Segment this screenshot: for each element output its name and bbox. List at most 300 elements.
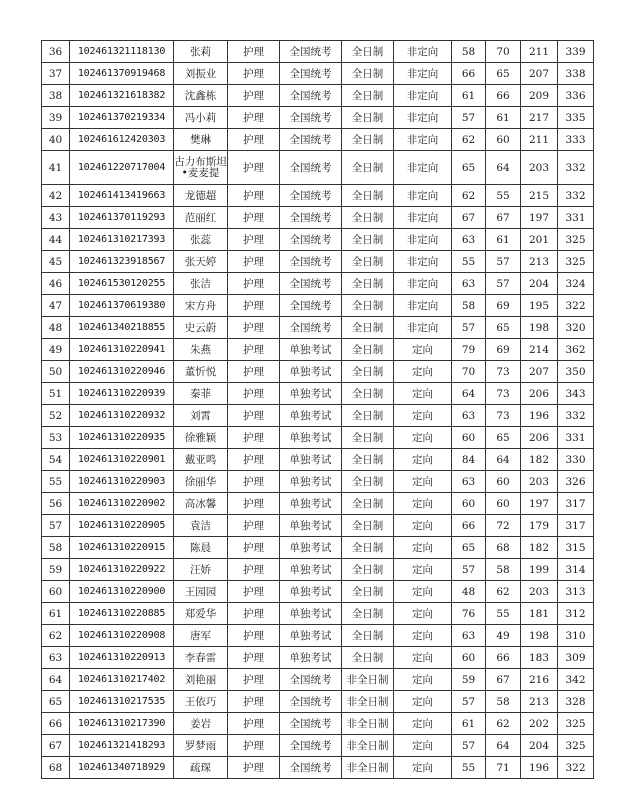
major-cell: 护理 bbox=[228, 41, 280, 63]
exam-type-cell: 全国统考 bbox=[280, 207, 342, 229]
direction-cell: 非定向 bbox=[394, 129, 452, 151]
rank-cell: 65 bbox=[42, 691, 70, 713]
study-mode-cell: 全日制 bbox=[342, 41, 394, 63]
exam-type-cell: 全国统考 bbox=[280, 317, 342, 339]
rank-cell: 60 bbox=[42, 581, 70, 603]
exam-type-cell: 全国统考 bbox=[280, 691, 342, 713]
total-score-cell: 342 bbox=[558, 669, 594, 691]
exam-id-cell: 102461321418293 bbox=[70, 735, 174, 757]
table-row bbox=[42, 251, 594, 273]
direction-cell: 定向 bbox=[394, 471, 452, 493]
rank-cell: 61 bbox=[42, 603, 70, 625]
table-row bbox=[42, 427, 594, 449]
name-cell: 樊琳 bbox=[174, 129, 228, 151]
study-mode-cell: 全日制 bbox=[342, 207, 394, 229]
major-cell: 护理 bbox=[228, 471, 280, 493]
english-score-cell: 55 bbox=[486, 185, 521, 207]
exam-id-cell: 102461612420303 bbox=[70, 129, 174, 151]
direction-cell: 非定向 bbox=[394, 273, 452, 295]
total-score-cell: 322 bbox=[558, 757, 594, 779]
direction-cell: 非定向 bbox=[394, 229, 452, 251]
major-score-cell: 201 bbox=[521, 229, 558, 251]
table-row bbox=[42, 669, 594, 691]
major-cell: 护理 bbox=[228, 295, 280, 317]
direction-cell: 定向 bbox=[394, 757, 452, 779]
rank-cell: 64 bbox=[42, 669, 70, 691]
major-cell: 护理 bbox=[228, 735, 280, 757]
rank-cell: 55 bbox=[42, 471, 70, 493]
rank-cell: 53 bbox=[42, 427, 70, 449]
name-cell: 李春雷 bbox=[174, 647, 228, 669]
major-cell: 护理 bbox=[228, 85, 280, 107]
major-cell: 护理 bbox=[228, 129, 280, 151]
name-cell: 徐丽华 bbox=[174, 471, 228, 493]
rank-cell: 45 bbox=[42, 251, 70, 273]
study-mode-cell: 全日制 bbox=[342, 229, 394, 251]
name-cell: 董忻悦 bbox=[174, 361, 228, 383]
exam-id-cell: 102461310220885 bbox=[70, 603, 174, 625]
exam-type-cell: 单独考试 bbox=[280, 383, 342, 405]
total-score-cell: 331 bbox=[558, 427, 594, 449]
direction-cell: 定向 bbox=[394, 581, 452, 603]
politics-score-cell: 58 bbox=[452, 295, 486, 317]
direction-cell: 定向 bbox=[394, 515, 452, 537]
exam-type-cell: 单独考试 bbox=[280, 537, 342, 559]
rank-cell: 59 bbox=[42, 559, 70, 581]
table-row bbox=[42, 581, 594, 603]
exam-id-cell: 102461310220941 bbox=[70, 339, 174, 361]
exam-id-cell: 102461310220901 bbox=[70, 449, 174, 471]
direction-cell: 非定向 bbox=[394, 107, 452, 129]
major-score-cell: 211 bbox=[521, 41, 558, 63]
english-score-cell: 64 bbox=[486, 449, 521, 471]
table-row bbox=[42, 185, 594, 207]
english-score-cell: 69 bbox=[486, 339, 521, 361]
english-score-cell: 70 bbox=[486, 41, 521, 63]
major-cell: 护理 bbox=[228, 339, 280, 361]
politics-score-cell: 63 bbox=[452, 625, 486, 647]
politics-score-cell: 55 bbox=[452, 757, 486, 779]
direction-cell: 定向 bbox=[394, 625, 452, 647]
major-score-cell: 181 bbox=[521, 603, 558, 625]
name-cell: 张蕊 bbox=[174, 229, 228, 251]
politics-score-cell: 58 bbox=[452, 41, 486, 63]
name-cell: 范丽红 bbox=[174, 207, 228, 229]
exam-id-cell: 102461530120255 bbox=[70, 273, 174, 295]
exam-type-cell: 全国统考 bbox=[280, 229, 342, 251]
rank-cell: 43 bbox=[42, 207, 70, 229]
total-score-cell: 330 bbox=[558, 449, 594, 471]
politics-score-cell: 57 bbox=[452, 559, 486, 581]
total-score-cell: 310 bbox=[558, 625, 594, 647]
rank-cell: 44 bbox=[42, 229, 70, 251]
rank-cell: 57 bbox=[42, 515, 70, 537]
study-mode-cell: 全日制 bbox=[342, 405, 394, 427]
direction-cell: 非定向 bbox=[394, 63, 452, 85]
study-mode-cell: 全日制 bbox=[342, 581, 394, 603]
direction-cell: 定向 bbox=[394, 735, 452, 757]
exam-type-cell: 全国统考 bbox=[280, 85, 342, 107]
exam-id-cell: 102461310220903 bbox=[70, 471, 174, 493]
table-row bbox=[42, 405, 594, 427]
rank-cell: 51 bbox=[42, 383, 70, 405]
english-score-cell: 49 bbox=[486, 625, 521, 647]
direction-cell: 定向 bbox=[394, 713, 452, 735]
exam-id-cell: 102461321618382 bbox=[70, 85, 174, 107]
rank-cell: 63 bbox=[42, 647, 70, 669]
direction-cell: 非定向 bbox=[394, 151, 452, 185]
name-cell: 沈鑫栋 bbox=[174, 85, 228, 107]
exam-id-cell: 102461370119293 bbox=[70, 207, 174, 229]
politics-score-cell: 60 bbox=[452, 427, 486, 449]
exam-id-cell: 102461310220932 bbox=[70, 405, 174, 427]
table-row bbox=[42, 493, 594, 515]
major-score-cell: 203 bbox=[521, 581, 558, 603]
table-row bbox=[42, 449, 594, 471]
english-score-cell: 57 bbox=[486, 273, 521, 295]
study-mode-cell: 全日制 bbox=[342, 339, 394, 361]
english-score-cell: 58 bbox=[486, 559, 521, 581]
politics-score-cell: 79 bbox=[452, 339, 486, 361]
direction-cell: 定向 bbox=[394, 383, 452, 405]
name-cell: 徐雅颖 bbox=[174, 427, 228, 449]
rank-cell: 56 bbox=[42, 493, 70, 515]
study-mode-cell: 全日制 bbox=[342, 383, 394, 405]
exam-id-cell: 102461310217402 bbox=[70, 669, 174, 691]
politics-score-cell: 66 bbox=[452, 63, 486, 85]
major-cell: 护理 bbox=[228, 537, 280, 559]
major-score-cell: 203 bbox=[521, 151, 558, 185]
direction-cell: 定向 bbox=[394, 427, 452, 449]
exam-type-cell: 单独考试 bbox=[280, 515, 342, 537]
study-mode-cell: 全日制 bbox=[342, 185, 394, 207]
exam-id-cell: 102461310220915 bbox=[70, 537, 174, 559]
name-cell: 郑爱华 bbox=[174, 603, 228, 625]
study-mode-cell: 全日制 bbox=[342, 427, 394, 449]
major-cell: 护理 bbox=[228, 229, 280, 251]
table-row bbox=[42, 471, 594, 493]
major-cell: 护理 bbox=[228, 361, 280, 383]
table-row bbox=[42, 41, 594, 63]
exam-type-cell: 全国统考 bbox=[280, 129, 342, 151]
major-cell: 护理 bbox=[228, 251, 280, 273]
major-score-cell: 213 bbox=[521, 691, 558, 713]
exam-id-cell: 102461310220913 bbox=[70, 647, 174, 669]
rank-cell: 66 bbox=[42, 713, 70, 735]
score-list-sheet bbox=[41, 40, 593, 779]
politics-score-cell: 57 bbox=[452, 317, 486, 339]
table-row bbox=[42, 515, 594, 537]
total-score-cell: 336 bbox=[558, 85, 594, 107]
english-score-cell: 73 bbox=[486, 405, 521, 427]
rank-cell: 39 bbox=[42, 107, 70, 129]
direction-cell: 定向 bbox=[394, 669, 452, 691]
politics-score-cell: 60 bbox=[452, 493, 486, 515]
score-table bbox=[41, 40, 594, 779]
study-mode-cell: 全日制 bbox=[342, 537, 394, 559]
rank-cell: 37 bbox=[42, 63, 70, 85]
major-score-cell: 216 bbox=[521, 669, 558, 691]
english-score-cell: 61 bbox=[486, 107, 521, 129]
politics-score-cell: 55 bbox=[452, 251, 486, 273]
exam-id-cell: 102461310217390 bbox=[70, 713, 174, 735]
name-cell: 袁洁 bbox=[174, 515, 228, 537]
major-score-cell: 179 bbox=[521, 515, 558, 537]
name-cell: 张洁 bbox=[174, 273, 228, 295]
table-row bbox=[42, 85, 594, 107]
politics-score-cell: 57 bbox=[452, 735, 486, 757]
exam-type-cell: 单独考试 bbox=[280, 581, 342, 603]
english-score-cell: 68 bbox=[486, 537, 521, 559]
study-mode-cell: 全日制 bbox=[342, 361, 394, 383]
major-score-cell: 195 bbox=[521, 295, 558, 317]
table-row bbox=[42, 735, 594, 757]
major-cell: 护理 bbox=[228, 405, 280, 427]
major-score-cell: 182 bbox=[521, 537, 558, 559]
english-score-cell: 65 bbox=[486, 63, 521, 85]
total-score-cell: 326 bbox=[558, 471, 594, 493]
name-cell: 唐军 bbox=[174, 625, 228, 647]
rank-cell: 41 bbox=[42, 151, 70, 185]
name-cell: 王园园 bbox=[174, 581, 228, 603]
major-cell: 护理 bbox=[228, 493, 280, 515]
english-score-cell: 73 bbox=[486, 383, 521, 405]
politics-score-cell: 64 bbox=[452, 383, 486, 405]
total-score-cell: 324 bbox=[558, 273, 594, 295]
major-cell: 护理 bbox=[228, 691, 280, 713]
politics-score-cell: 76 bbox=[452, 603, 486, 625]
exam-id-cell: 102461370919468 bbox=[70, 63, 174, 85]
exam-id-cell: 102461310220905 bbox=[70, 515, 174, 537]
study-mode-cell: 全日制 bbox=[342, 295, 394, 317]
major-cell: 护理 bbox=[228, 63, 280, 85]
politics-score-cell: 65 bbox=[452, 151, 486, 185]
major-cell: 护理 bbox=[228, 757, 280, 779]
total-score-cell: 325 bbox=[558, 229, 594, 251]
major-score-cell: 197 bbox=[521, 493, 558, 515]
exam-type-cell: 全国统考 bbox=[280, 295, 342, 317]
exam-type-cell: 单独考试 bbox=[280, 647, 342, 669]
study-mode-cell: 全日制 bbox=[342, 107, 394, 129]
major-score-cell: 198 bbox=[521, 317, 558, 339]
total-score-cell: 313 bbox=[558, 581, 594, 603]
study-mode-cell: 全日制 bbox=[342, 647, 394, 669]
major-cell: 护理 bbox=[228, 107, 280, 129]
total-score-cell: 325 bbox=[558, 735, 594, 757]
name-cell: 刘振业 bbox=[174, 63, 228, 85]
major-cell: 护理 bbox=[228, 603, 280, 625]
direction-cell: 定向 bbox=[394, 537, 452, 559]
english-score-cell: 64 bbox=[486, 735, 521, 757]
major-score-cell: 182 bbox=[521, 449, 558, 471]
english-score-cell: 66 bbox=[486, 85, 521, 107]
major-score-cell: 209 bbox=[521, 85, 558, 107]
english-score-cell: 60 bbox=[486, 471, 521, 493]
politics-score-cell: 60 bbox=[452, 647, 486, 669]
rank-cell: 49 bbox=[42, 339, 70, 361]
major-cell: 护理 bbox=[228, 185, 280, 207]
exam-id-cell: 102461370619380 bbox=[70, 295, 174, 317]
name-cell: 刘霄 bbox=[174, 405, 228, 427]
exam-type-cell: 全国统考 bbox=[280, 735, 342, 757]
rank-cell: 68 bbox=[42, 757, 70, 779]
english-score-cell: 55 bbox=[486, 603, 521, 625]
study-mode-cell: 全日制 bbox=[342, 493, 394, 515]
english-score-cell: 69 bbox=[486, 295, 521, 317]
direction-cell: 定向 bbox=[394, 691, 452, 713]
exam-id-cell: 102461323918567 bbox=[70, 251, 174, 273]
study-mode-cell: 全日制 bbox=[342, 625, 394, 647]
table-row bbox=[42, 713, 594, 735]
name-cell: 高冰馨 bbox=[174, 493, 228, 515]
politics-score-cell: 63 bbox=[452, 273, 486, 295]
major-score-cell: 198 bbox=[521, 625, 558, 647]
name-cell: 冯小莉 bbox=[174, 107, 228, 129]
total-score-cell: 332 bbox=[558, 185, 594, 207]
rank-cell: 54 bbox=[42, 449, 70, 471]
name-cell: 龙德超 bbox=[174, 185, 228, 207]
rank-cell: 52 bbox=[42, 405, 70, 427]
exam-id-cell: 102461310217535 bbox=[70, 691, 174, 713]
table-row bbox=[42, 625, 594, 647]
table-row bbox=[42, 559, 594, 581]
direction-cell: 非定向 bbox=[394, 207, 452, 229]
direction-cell: 非定向 bbox=[394, 317, 452, 339]
major-score-cell: 213 bbox=[521, 251, 558, 273]
major-score-cell: 207 bbox=[521, 63, 558, 85]
major-cell: 护理 bbox=[228, 669, 280, 691]
major-score-cell: 206 bbox=[521, 383, 558, 405]
table-row bbox=[42, 361, 594, 383]
study-mode-cell: 全日制 bbox=[342, 273, 394, 295]
exam-id-cell: 102461310220908 bbox=[70, 625, 174, 647]
direction-cell: 定向 bbox=[394, 493, 452, 515]
major-score-cell: 199 bbox=[521, 559, 558, 581]
exam-id-cell: 102461340218855 bbox=[70, 317, 174, 339]
politics-score-cell: 48 bbox=[452, 581, 486, 603]
major-cell: 护理 bbox=[228, 515, 280, 537]
exam-type-cell: 全国统考 bbox=[280, 185, 342, 207]
exam-type-cell: 单独考试 bbox=[280, 493, 342, 515]
table-row bbox=[42, 757, 594, 779]
politics-score-cell: 61 bbox=[452, 713, 486, 735]
table-row bbox=[42, 647, 594, 669]
table-row bbox=[42, 295, 594, 317]
exam-type-cell: 单独考试 bbox=[280, 339, 342, 361]
major-score-cell: 211 bbox=[521, 129, 558, 151]
english-score-cell: 60 bbox=[486, 129, 521, 151]
major-score-cell: 203 bbox=[521, 471, 558, 493]
total-score-cell: 335 bbox=[558, 107, 594, 129]
exam-type-cell: 全国统考 bbox=[280, 151, 342, 185]
direction-cell: 非定向 bbox=[394, 41, 452, 63]
study-mode-cell: 全日制 bbox=[342, 151, 394, 185]
exam-type-cell: 全国统考 bbox=[280, 273, 342, 295]
direction-cell: 非定向 bbox=[394, 85, 452, 107]
direction-cell: 定向 bbox=[394, 559, 452, 581]
exam-type-cell: 全国统考 bbox=[280, 63, 342, 85]
english-score-cell: 72 bbox=[486, 515, 521, 537]
total-score-cell: 317 bbox=[558, 515, 594, 537]
study-mode-cell: 全日制 bbox=[342, 471, 394, 493]
table-row bbox=[42, 207, 594, 229]
major-score-cell: 196 bbox=[521, 757, 558, 779]
politics-score-cell: 59 bbox=[452, 669, 486, 691]
exam-type-cell: 单独考试 bbox=[280, 471, 342, 493]
table-row bbox=[42, 339, 594, 361]
rank-cell: 62 bbox=[42, 625, 70, 647]
table-row bbox=[42, 691, 594, 713]
total-score-cell: 317 bbox=[558, 493, 594, 515]
exam-id-cell: 102461321118130 bbox=[70, 41, 174, 63]
politics-score-cell: 63 bbox=[452, 471, 486, 493]
study-mode-cell: 非全日制 bbox=[342, 669, 394, 691]
name-cell: 疏琛 bbox=[174, 757, 228, 779]
name-cell: 戴亚鸣 bbox=[174, 449, 228, 471]
major-score-cell: 214 bbox=[521, 339, 558, 361]
politics-score-cell: 62 bbox=[452, 185, 486, 207]
direction-cell: 定向 bbox=[394, 647, 452, 669]
table-body bbox=[42, 41, 594, 779]
rank-cell: 42 bbox=[42, 185, 70, 207]
total-score-cell: 328 bbox=[558, 691, 594, 713]
politics-score-cell: 66 bbox=[452, 515, 486, 537]
major-cell: 护理 bbox=[228, 273, 280, 295]
total-score-cell: 343 bbox=[558, 383, 594, 405]
exam-id-cell: 102461370219334 bbox=[70, 107, 174, 129]
politics-score-cell: 62 bbox=[452, 129, 486, 151]
name-cell: 朱燕 bbox=[174, 339, 228, 361]
major-score-cell: 207 bbox=[521, 361, 558, 383]
exam-id-cell: 102461310220946 bbox=[70, 361, 174, 383]
study-mode-cell: 非全日制 bbox=[342, 735, 394, 757]
name-cell: 张天婷 bbox=[174, 251, 228, 273]
rank-cell: 40 bbox=[42, 129, 70, 151]
politics-score-cell: 57 bbox=[452, 691, 486, 713]
exam-type-cell: 单独考试 bbox=[280, 405, 342, 427]
table-row bbox=[42, 107, 594, 129]
exam-id-cell: 102461310220922 bbox=[70, 559, 174, 581]
name-cell: 宋方舟 bbox=[174, 295, 228, 317]
exam-type-cell: 单独考试 bbox=[280, 603, 342, 625]
exam-type-cell: 全国统考 bbox=[280, 251, 342, 273]
table-row bbox=[42, 229, 594, 251]
exam-type-cell: 全国统考 bbox=[280, 41, 342, 63]
english-score-cell: 66 bbox=[486, 647, 521, 669]
exam-type-cell: 单独考试 bbox=[280, 427, 342, 449]
exam-type-cell: 单独考试 bbox=[280, 361, 342, 383]
direction-cell: 非定向 bbox=[394, 251, 452, 273]
rank-cell: 48 bbox=[42, 317, 70, 339]
english-score-cell: 67 bbox=[486, 669, 521, 691]
exam-id-cell: 102461340718929 bbox=[70, 757, 174, 779]
total-score-cell: 314 bbox=[558, 559, 594, 581]
politics-score-cell: 57 bbox=[452, 107, 486, 129]
direction-cell: 非定向 bbox=[394, 295, 452, 317]
major-cell: 护理 bbox=[228, 317, 280, 339]
direction-cell: 定向 bbox=[394, 361, 452, 383]
study-mode-cell: 全日制 bbox=[342, 449, 394, 471]
major-score-cell: 197 bbox=[521, 207, 558, 229]
english-score-cell: 62 bbox=[486, 713, 521, 735]
table-row bbox=[42, 129, 594, 151]
exam-type-cell: 单独考试 bbox=[280, 449, 342, 471]
major-cell: 护理 bbox=[228, 151, 280, 185]
total-score-cell: 325 bbox=[558, 713, 594, 735]
major-score-cell: 196 bbox=[521, 405, 558, 427]
name-cell: 汪娇 bbox=[174, 559, 228, 581]
total-score-cell: 315 bbox=[558, 537, 594, 559]
